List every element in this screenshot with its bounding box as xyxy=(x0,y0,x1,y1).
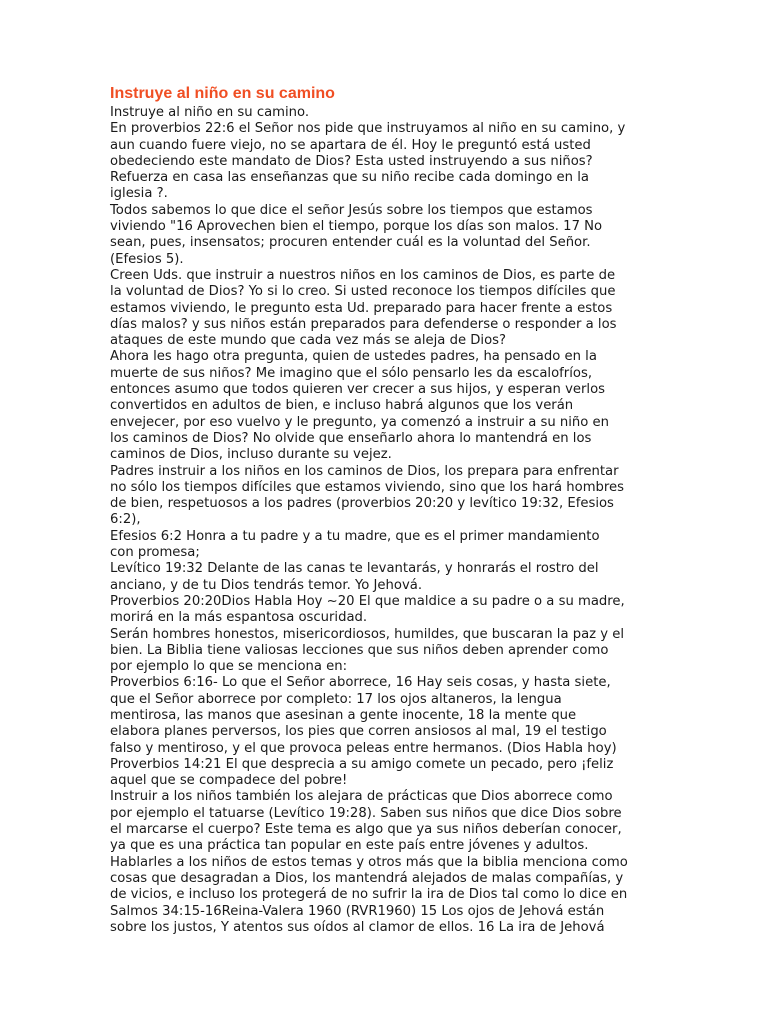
document-title: Instruye al niño en su camino xyxy=(110,85,335,102)
paragraph-levitico-19-32: Levítico 19:32 Delante de las canas te levantarás, y honrarás el rostro del anciano, y de tu Dios tendrás temor. Yo Jehová. xyxy=(110,561,599,593)
paragraph-proverbios-22-6: En proverbios 22:6 el Señor nos pide que instruyamos al niño en su camino, y aun cuando fuere viejo, no se apartara de él. Hoy le preguntó está usted obedeciendo este mandato de Dios? Esta usted instruyendo a sus niños? Refuerza en casa las enseñanzas que su niño recibe cada domingo en la iglesia ?. xyxy=(110,121,626,202)
paragraph-intro: Instruye al niño en su camino. xyxy=(110,105,310,120)
paragraph-salmos-34: Hablarles a los niños de estos temas y otros más que la biblia menciona como cosas que desagradan a Dios, los mantendrá alejados de malas compañías, y de vicios, e incluso los protegerá de no sufrir la ira de Dios tal como lo dice en Salmos 34:15-16Reina-Valera 1960 (RVR1960) 15 Los ojos de Jehová están sobre los justos, Y atentos sus oídos al clamor de ellos. 16 La ira de Jehová xyxy=(110,854,628,935)
paragraph-efesios-5: Todos sabemos lo que dice el señor Jesús sobre los tiempos que estamos viviendo "16 Aprovechen bien el tiempo, porque los días son malos. 17 No sean, pues, insensatos; procuren entender cuál es la voluntad del Señor. (Efesios 5). xyxy=(110,202,603,267)
paragraph-padres-instruir: Padres instruir a los niños en los caminos de Dios, los prepara para enfrentar no sólo los tiempos difíciles que estamos viviendo, sino que los hará hombres de bien, respetuosos a los padres (proverbios 20:20 y levítico 19:32, Efesios 6:2), xyxy=(110,463,625,528)
paragraph-efesios-6-2: Efesios 6:2 Honra a tu padre y a tu madre, que es el primer mandamiento con promesa; xyxy=(110,528,600,561)
document-body xyxy=(110,105,660,936)
document-page xyxy=(110,84,660,936)
paragraph-tatuarse: Instruir a los niños también los alejara de prácticas que Dios aborrece como por ejemplo el tatuarse (Levítico 19:28). Saben sus niños que dice Dios sobre el marcarse el cuerpo? Este tema es algo que ya sus niños deberían conocer, ya que es una práctica tan popular en este país entre jóvenes y adultos. xyxy=(110,789,622,854)
paragraph-proverbios-6-16: Proverbios 6:16- Lo que el Señor aborrece, 16 Hay seis cosas, y hasta siete, que el Señor aborrece por completo: 17 los ojos altaneros, la lengua mentirosa, las manos que asesinan a gente inocente, 18 la mente que elabora planes perversos, los pies que corren ansiosos al mal, 19 el testigo falso y mentiroso, y el que provoca peleas entre hermanos. (Dios Habla hoy) xyxy=(110,675,617,756)
paragraph-proverbios-20-20: Proverbios 20:20Dios Habla Hoy ~20 El que maldice a su padre o a su madre, morirá en la más espantosa oscuridad. xyxy=(110,593,625,626)
paragraph-voluntad-de-dios: Creen Uds. que instruir a nuestros niños en los caminos de Dios, es parte de la voluntad de Dios? Yo si lo creo. Si usted reconoce los tiempos difíciles que estamos viviendo, le pregunto esta Ud. preparado para hacer frente a estos días malos? y sus niños están preparados para defenderse o responder a los ataques de este mundo que cada vez más se aleja de Dios? xyxy=(110,267,617,349)
paragraph-pregunta-padres: Ahora les hago otra pregunta, quien de ustedes padres, ha pensado en la muerte de sus niños? Me imagino que el sólo pensarlo les da escalofríos, entonces asumo que todos quieren ver crecer a sus hijos, y esperan verlos convertidos en adultos de bien, e incluso habrá algunos que los verán envejecer, por eso vuelvo y le pregunto, ya comenzó a instruir a su niño en los caminos de Dios? No olvide que enseñarlo ahora lo mantendrá en los caminos de Dios, incluso durante su vejez. xyxy=(110,349,610,463)
paragraph-hombres-honestos: Serán hombres honestos, misericordiosos, humildes, que buscaran la paz y el bien. La Biblia tiene valiosas lecciones que sus niños deben aprender como por ejemplo lo que se menciona en: xyxy=(110,626,625,675)
paragraph-proverbios-14-21: Proverbios 14:21 El que desprecia a su amigo comete un pecado, pero ¡feliz aquel que se compadece del pobre! xyxy=(110,756,614,789)
